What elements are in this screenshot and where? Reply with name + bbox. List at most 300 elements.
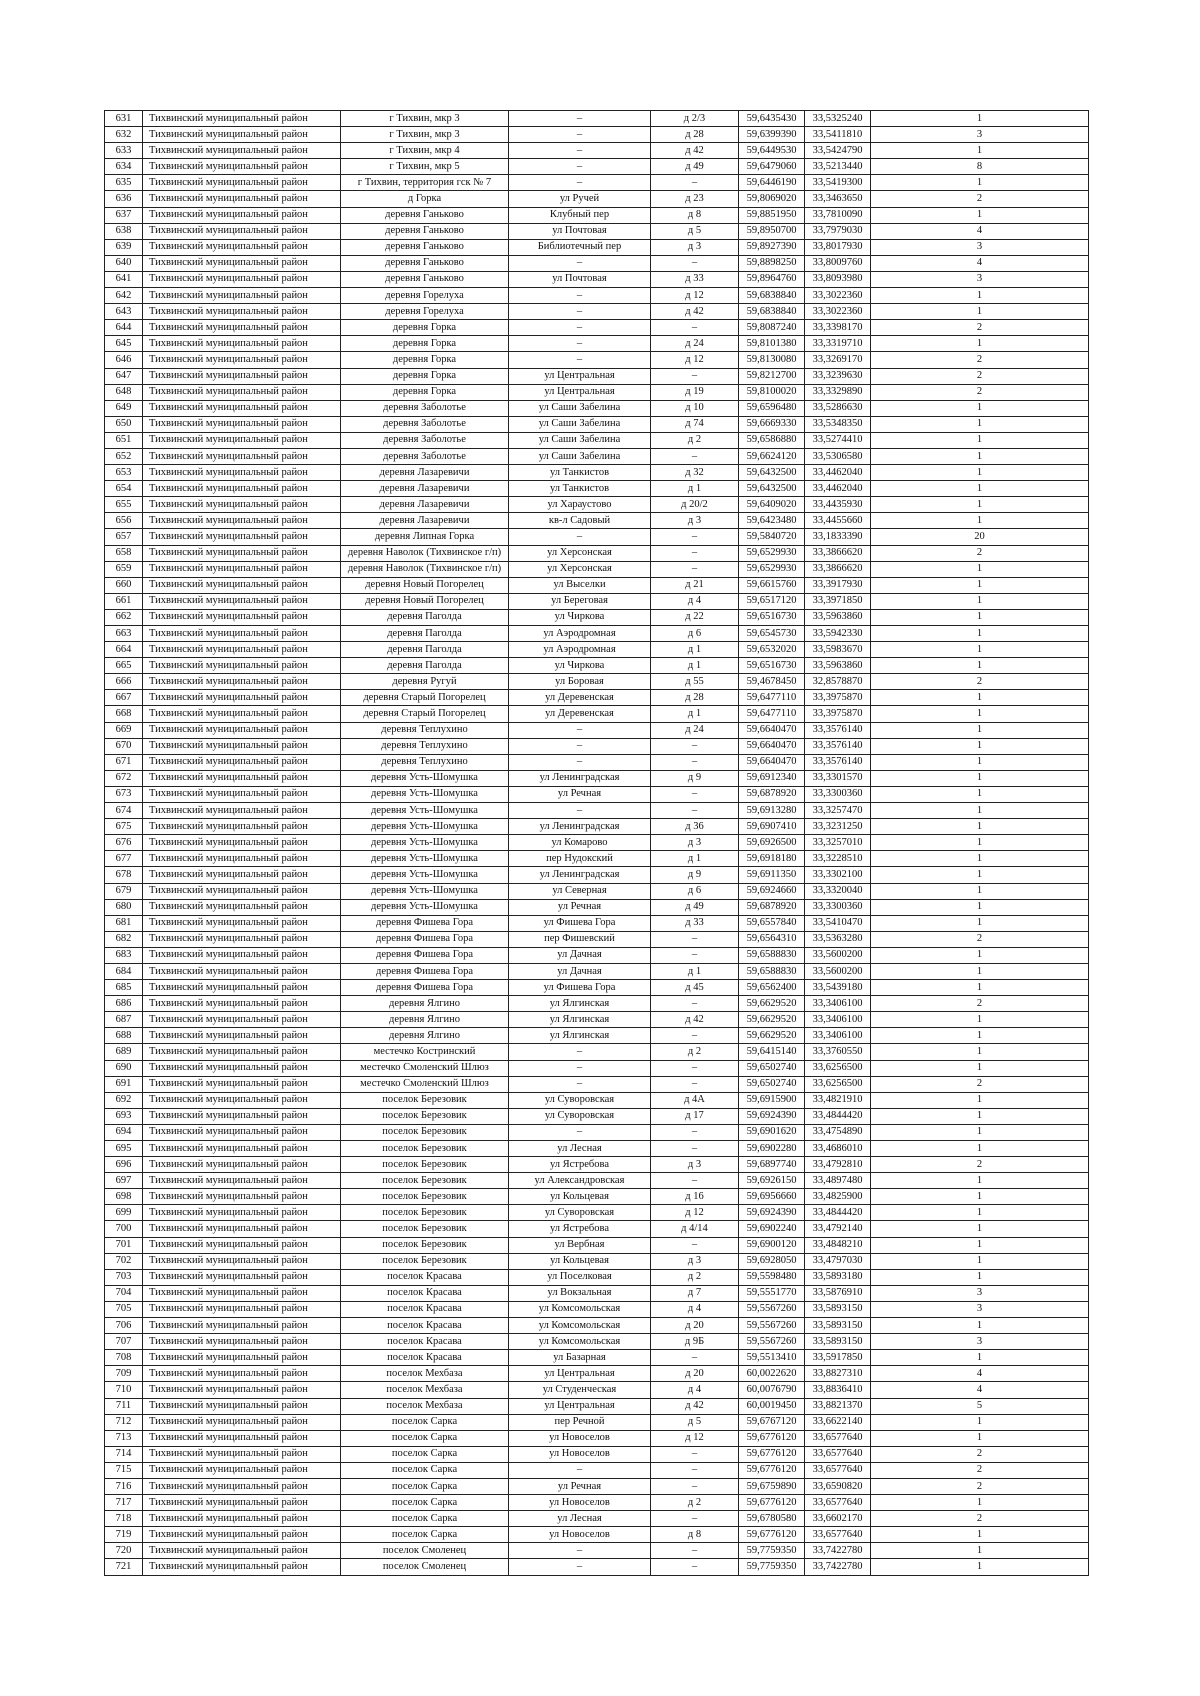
cell-locality: поселок Мехбаза <box>341 1398 509 1414</box>
cell-number: 712 <box>105 1414 143 1430</box>
cell-street: ул Речная <box>509 899 651 915</box>
cell-latitude: 59,8898250 <box>739 255 805 271</box>
cell-latitude: 59,6564310 <box>739 931 805 947</box>
cell-district: Тихвинский муниципальный район <box>143 561 341 577</box>
table-row <box>105 416 1089 432</box>
cell-district: Тихвинский муниципальный район <box>143 1318 341 1334</box>
cell-number: 699 <box>105 1205 143 1221</box>
cell-longitude: 33,3971850 <box>805 593 871 609</box>
cell-house: – <box>651 1076 739 1092</box>
cell-latitude: 59,8212700 <box>739 368 805 384</box>
cell-street: ул Саши Забелина <box>509 400 651 416</box>
cell-district: Тихвинский муниципальный район <box>143 1511 341 1527</box>
table-row <box>105 481 1089 497</box>
cell-street: ул Почтовая <box>509 223 651 239</box>
cell-latitude: 59,6516730 <box>739 658 805 674</box>
cell-district: Тихвинский муниципальный район <box>143 1366 341 1382</box>
cell-house: д 10 <box>651 400 739 416</box>
cell-house: – <box>651 786 739 802</box>
table-row <box>105 352 1089 368</box>
cell-street: ул Ялгинская <box>509 1028 651 1044</box>
cell-locality: поселок Сарка <box>341 1478 509 1494</box>
table-row <box>105 513 1089 529</box>
cell-street: ул Ленинградская <box>509 770 651 786</box>
cell-locality: деревня Наволок (Тихвинское г/п) <box>341 561 509 577</box>
table-row <box>105 658 1089 674</box>
cell-locality: деревня Липная Горка <box>341 529 509 545</box>
cell-district: Тихвинский муниципальный район <box>143 352 341 368</box>
cell-district: Тихвинский муниципальный район <box>143 1382 341 1398</box>
table-row <box>105 1430 1089 1446</box>
cell-house: д 4/14 <box>651 1221 739 1237</box>
cell-house: д 33 <box>651 271 739 287</box>
table-row <box>105 1141 1089 1157</box>
cell-district: Тихвинский муниципальный район <box>143 770 341 786</box>
cell-longitude: 33,4754890 <box>805 1124 871 1140</box>
cell-number: 637 <box>105 207 143 223</box>
cell-count: 1 <box>871 963 1089 979</box>
cell-number: 655 <box>105 497 143 513</box>
cell-number: 642 <box>105 288 143 304</box>
table-row <box>105 996 1089 1012</box>
table-row <box>105 883 1089 899</box>
table-row <box>105 1366 1089 1382</box>
table-row <box>105 915 1089 931</box>
table-row <box>105 1462 1089 1478</box>
cell-district: Тихвинский муниципальный район <box>143 963 341 979</box>
cell-house: д 45 <box>651 980 739 996</box>
cell-district: Тихвинский муниципальный район <box>143 175 341 191</box>
table-row <box>105 239 1089 255</box>
cell-longitude: 33,4825900 <box>805 1189 871 1205</box>
cell-street: ул Суворовская <box>509 1108 651 1124</box>
table-row <box>105 835 1089 851</box>
table-row <box>105 1060 1089 1076</box>
cell-district: Тихвинский муниципальный район <box>143 159 341 175</box>
table-row <box>105 1173 1089 1189</box>
cell-house: д 24 <box>651 336 739 352</box>
table-row <box>105 593 1089 609</box>
cell-longitude: 33,5942330 <box>805 626 871 642</box>
cell-street: ул Дачная <box>509 963 651 979</box>
cell-count: 2 <box>871 320 1089 336</box>
cell-number: 645 <box>105 336 143 352</box>
cell-district: Тихвинский муниципальный район <box>143 384 341 400</box>
cell-number: 649 <box>105 400 143 416</box>
cell-street: ул Деревенская <box>509 706 651 722</box>
cell-house: – <box>651 1543 739 1559</box>
cell-count: 1 <box>871 1108 1089 1124</box>
cell-longitude: 33,8836410 <box>805 1382 871 1398</box>
cell-street: ул Северная <box>509 883 651 899</box>
table-row <box>105 1382 1089 1398</box>
table-row <box>105 1221 1089 1237</box>
cell-count: 1 <box>871 1173 1089 1189</box>
cell-locality: поселок Сарка <box>341 1446 509 1462</box>
table-row <box>105 851 1089 867</box>
table-row <box>105 1285 1089 1301</box>
table-row <box>105 1543 1089 1559</box>
cell-latitude: 59,5551770 <box>739 1285 805 1301</box>
cell-number: 674 <box>105 803 143 819</box>
cell-longitude: 33,3406100 <box>805 1028 871 1044</box>
cell-count: 1 <box>871 899 1089 915</box>
table-row <box>105 448 1089 464</box>
cell-number: 721 <box>105 1559 143 1575</box>
cell-street: пер Фишевский <box>509 931 651 947</box>
cell-number: 718 <box>105 1511 143 1527</box>
cell-house: д 4 <box>651 593 739 609</box>
cell-number: 696 <box>105 1157 143 1173</box>
cell-count: 1 <box>871 867 1089 883</box>
cell-street: ул Фишева Гора <box>509 915 651 931</box>
cell-count: 4 <box>871 223 1089 239</box>
table-row <box>105 223 1089 239</box>
cell-locality: деревня Ялгино <box>341 996 509 1012</box>
cell-locality: поселок Сарка <box>341 1414 509 1430</box>
cell-number: 643 <box>105 304 143 320</box>
cell-street: – <box>509 143 651 159</box>
cell-street: – <box>509 288 651 304</box>
cell-latitude: 59,6759890 <box>739 1478 805 1494</box>
cell-street: – <box>509 159 651 175</box>
table-row <box>105 529 1089 545</box>
cell-street: – <box>509 1060 651 1076</box>
cell-number: 634 <box>105 159 143 175</box>
cell-house: д 2 <box>651 432 739 448</box>
cell-count: 1 <box>871 1350 1089 1366</box>
cell-district: Тихвинский муниципальный район <box>143 1060 341 1076</box>
cell-latitude: 59,6423480 <box>739 513 805 529</box>
cell-locality: местечко Костринский <box>341 1044 509 1060</box>
cell-district: Тихвинский муниципальный район <box>143 1157 341 1173</box>
cell-latitude: 59,6776120 <box>739 1446 805 1462</box>
cell-house: – <box>651 1237 739 1253</box>
cell-locality: деревня Усть-Шомушка <box>341 883 509 899</box>
cell-district: Тихвинский муниципальный район <box>143 465 341 481</box>
cell-street: ул Почтовая <box>509 271 651 287</box>
cell-street: Клубный пер <box>509 207 651 223</box>
cell-street: – <box>509 111 651 127</box>
cell-longitude: 33,5424790 <box>805 143 871 159</box>
cell-house: – <box>651 1028 739 1044</box>
cell-street: ул Херсонская <box>509 545 651 561</box>
cell-house: д 2 <box>651 1269 739 1285</box>
cell-locality: поселок Красава <box>341 1318 509 1334</box>
cell-street: ул Дачная <box>509 947 651 963</box>
table-row <box>105 175 1089 191</box>
cell-longitude: 33,6577640 <box>805 1446 871 1462</box>
cell-number: 691 <box>105 1076 143 1092</box>
cell-longitude: 33,7810090 <box>805 207 871 223</box>
cell-district: Тихвинский муниципальный район <box>143 1092 341 1108</box>
cell-latitude: 59,6399390 <box>739 127 805 143</box>
cell-house: д 12 <box>651 352 739 368</box>
cell-latitude: 59,6901620 <box>739 1124 805 1140</box>
cell-number: 717 <box>105 1495 143 1511</box>
cell-locality: поселок Сарка <box>341 1511 509 1527</box>
cell-latitude: 59,6640470 <box>739 722 805 738</box>
cell-district: Тихвинский муниципальный район <box>143 1221 341 1237</box>
cell-house: д 28 <box>651 127 739 143</box>
cell-house: д 36 <box>651 819 739 835</box>
cell-longitude: 33,8009760 <box>805 255 871 271</box>
cell-district: Тихвинский муниципальный район <box>143 1044 341 1060</box>
cell-locality: г Тихвин, мкр 3 <box>341 127 509 143</box>
cell-house: д 3 <box>651 1253 739 1269</box>
cell-count: 2 <box>871 1462 1089 1478</box>
cell-street: ул Ялгинская <box>509 996 651 1012</box>
cell-latitude: 59,5840720 <box>739 529 805 545</box>
cell-district: Тихвинский муниципальный район <box>143 1543 341 1559</box>
cell-longitude: 33,4848210 <box>805 1237 871 1253</box>
cell-street: ул Новоселов <box>509 1446 651 1462</box>
cell-street: – <box>509 304 651 320</box>
cell-count: 1 <box>871 593 1089 609</box>
cell-locality: деревня Старый Погорелец <box>341 690 509 706</box>
cell-longitude: 33,3320040 <box>805 883 871 899</box>
cell-house: д 9Б <box>651 1334 739 1350</box>
cell-district: Тихвинский муниципальный район <box>143 111 341 127</box>
cell-street: – <box>509 1076 651 1092</box>
cell-latitude: 59,6479060 <box>739 159 805 175</box>
cell-longitude: 33,3866620 <box>805 545 871 561</box>
cell-number: 716 <box>105 1478 143 1494</box>
cell-house: д 3 <box>651 1157 739 1173</box>
cell-street: Библиотечный пер <box>509 239 651 255</box>
cell-count: 1 <box>871 1269 1089 1285</box>
cell-street: ул Ястребова <box>509 1221 651 1237</box>
cell-count: 1 <box>871 1430 1089 1446</box>
cell-number: 650 <box>105 416 143 432</box>
cell-latitude: 59,6545730 <box>739 626 805 642</box>
cell-latitude: 59,6776120 <box>739 1462 805 1478</box>
cell-street: пер Речной <box>509 1414 651 1430</box>
cell-district: Тихвинский муниципальный район <box>143 143 341 159</box>
cell-longitude: 33,5410470 <box>805 915 871 931</box>
cell-number: 644 <box>105 320 143 336</box>
cell-count: 3 <box>871 1285 1089 1301</box>
cell-district: Тихвинский муниципальный район <box>143 1205 341 1221</box>
cell-house: – <box>651 947 739 963</box>
cell-longitude: 33,3231250 <box>805 819 871 835</box>
cell-street: ул Новоселов <box>509 1430 651 1446</box>
cell-latitude: 59,6913280 <box>739 803 805 819</box>
cell-district: Тихвинский муниципальный район <box>143 851 341 867</box>
cell-district: Тихвинский муниципальный район <box>143 1108 341 1124</box>
cell-latitude: 59,6624120 <box>739 448 805 464</box>
cell-district: Тихвинский муниципальный район <box>143 1012 341 1028</box>
cell-count: 1 <box>871 609 1089 625</box>
cell-longitude: 33,3406100 <box>805 1012 871 1028</box>
table-row <box>105 899 1089 915</box>
cell-house: – <box>651 448 739 464</box>
cell-count: 1 <box>871 1221 1089 1237</box>
cell-house: д 49 <box>651 159 739 175</box>
cell-district: Тихвинский муниципальный район <box>143 400 341 416</box>
cell-locality: поселок Мехбаза <box>341 1366 509 1382</box>
cell-locality: деревня Усть-Шомушка <box>341 803 509 819</box>
cell-district: Тихвинский муниципальный район <box>143 1285 341 1301</box>
cell-count: 1 <box>871 851 1089 867</box>
table-row <box>105 674 1089 690</box>
cell-count: 1 <box>871 819 1089 835</box>
cell-longitude: 33,5917850 <box>805 1350 871 1366</box>
table-row <box>105 320 1089 336</box>
cell-longitude: 33,8821370 <box>805 1398 871 1414</box>
cell-number: 714 <box>105 1446 143 1462</box>
cell-latitude: 59,6776120 <box>739 1495 805 1511</box>
cell-latitude: 59,6767120 <box>739 1414 805 1430</box>
cell-count: 1 <box>871 835 1089 851</box>
cell-count: 1 <box>871 690 1089 706</box>
cell-latitude: 59,8851950 <box>739 207 805 223</box>
cell-house: д 55 <box>651 674 739 690</box>
cell-house: – <box>651 175 739 191</box>
cell-house: д 8 <box>651 1527 739 1543</box>
cell-district: Тихвинский муниципальный район <box>143 577 341 593</box>
cell-count: 1 <box>871 947 1089 963</box>
cell-count: 2 <box>871 931 1089 947</box>
cell-house: – <box>651 1478 739 1494</box>
cell-house: д 1 <box>651 851 739 867</box>
cell-latitude: 59,6409020 <box>739 497 805 513</box>
cell-count: 1 <box>871 304 1089 320</box>
cell-house: д 32 <box>651 465 739 481</box>
cell-count: 1 <box>871 1414 1089 1430</box>
cell-latitude: 59,6586880 <box>739 432 805 448</box>
cell-count: 1 <box>871 1124 1089 1140</box>
cell-number: 686 <box>105 996 143 1012</box>
cell-longitude: 33,5893150 <box>805 1318 871 1334</box>
cell-street: ул Саши Забелина <box>509 432 651 448</box>
cell-street: ул Поселковая <box>509 1269 651 1285</box>
cell-locality: деревня Усть-Шомушка <box>341 770 509 786</box>
cell-latitude: 59,6902240 <box>739 1221 805 1237</box>
cell-count: 3 <box>871 271 1089 287</box>
cell-street: ул Хараустово <box>509 497 651 513</box>
cell-district: Тихвинский муниципальный район <box>143 207 341 223</box>
cell-longitude: 33,3319710 <box>805 336 871 352</box>
table-row <box>105 803 1089 819</box>
cell-district: Тихвинский муниципальный район <box>143 416 341 432</box>
cell-street: ул Фишева Гора <box>509 980 651 996</box>
cell-house: – <box>651 1511 739 1527</box>
cell-house: д 19 <box>651 384 739 400</box>
cell-latitude: 59,7759350 <box>739 1543 805 1559</box>
cell-house: – <box>651 545 739 561</box>
cell-number: 640 <box>105 255 143 271</box>
cell-street: ул Центральная <box>509 384 651 400</box>
cell-longitude: 33,7422780 <box>805 1543 871 1559</box>
cell-locality: деревня Горелуха <box>341 304 509 320</box>
cell-locality: деревня Ганьково <box>341 255 509 271</box>
cell-district: Тихвинский муниципальный район <box>143 915 341 931</box>
cell-locality: деревня Ялгино <box>341 1012 509 1028</box>
cell-count: 1 <box>871 1253 1089 1269</box>
cell-longitude: 33,1833390 <box>805 529 871 545</box>
cell-locality: деревня Теплухино <box>341 738 509 754</box>
cell-number: 680 <box>105 899 143 915</box>
cell-latitude: 59,5567260 <box>739 1318 805 1334</box>
cell-count: 1 <box>871 658 1089 674</box>
cell-count: 1 <box>871 1495 1089 1511</box>
cell-count: 3 <box>871 1301 1089 1317</box>
cell-number: 705 <box>105 1301 143 1317</box>
cell-number: 697 <box>105 1173 143 1189</box>
cell-locality: г Тихвин, мкр 3 <box>341 111 509 127</box>
cell-house: – <box>651 1350 739 1366</box>
table-row <box>105 1398 1089 1414</box>
cell-street: ул Центральная <box>509 1366 651 1382</box>
cell-longitude: 32,8578870 <box>805 674 871 690</box>
cell-district: Тихвинский муниципальный район <box>143 320 341 336</box>
cell-house: д 7 <box>651 1285 739 1301</box>
cell-street: ул Комсомольская <box>509 1318 651 1334</box>
table-row <box>105 255 1089 271</box>
cell-street: кв-л Садовый <box>509 513 651 529</box>
cell-count: 1 <box>871 288 1089 304</box>
cell-district: Тихвинский муниципальный район <box>143 239 341 255</box>
table-row <box>105 609 1089 625</box>
cell-latitude: 59,6918180 <box>739 851 805 867</box>
cell-longitude: 33,5411810 <box>805 127 871 143</box>
cell-latitude: 59,6900120 <box>739 1237 805 1253</box>
cell-district: Тихвинский муниципальный район <box>143 674 341 690</box>
table-row <box>105 1044 1089 1060</box>
cell-longitude: 33,7979030 <box>805 223 871 239</box>
cell-locality: д Горка <box>341 191 509 207</box>
cell-district: Тихвинский муниципальный район <box>143 1495 341 1511</box>
cell-number: 664 <box>105 642 143 658</box>
table-row <box>105 1495 1089 1511</box>
cell-locality: деревня Лазаревичи <box>341 497 509 513</box>
cell-longitude: 33,5274410 <box>805 432 871 448</box>
table-row <box>105 1478 1089 1494</box>
table-row <box>105 754 1089 770</box>
cell-count: 1 <box>871 448 1089 464</box>
cell-longitude: 33,3022360 <box>805 288 871 304</box>
cell-longitude: 33,3228510 <box>805 851 871 867</box>
cell-district: Тихвинский муниципальный район <box>143 1559 341 1575</box>
cell-district: Тихвинский муниципальный район <box>143 288 341 304</box>
cell-number: 669 <box>105 722 143 738</box>
cell-house: д 3 <box>651 239 739 255</box>
cell-locality: поселок Красава <box>341 1301 509 1317</box>
cell-number: 666 <box>105 674 143 690</box>
cell-district: Тихвинский муниципальный район <box>143 706 341 722</box>
cell-count: 3 <box>871 239 1089 255</box>
cell-longitude: 33,3576140 <box>805 722 871 738</box>
cell-count: 2 <box>871 674 1089 690</box>
table-row <box>105 1205 1089 1221</box>
cell-district: Тихвинский муниципальный район <box>143 690 341 706</box>
cell-locality: деревня Горка <box>341 384 509 400</box>
cell-house: д 2 <box>651 1495 739 1511</box>
cell-locality: деревня Заболотье <box>341 432 509 448</box>
cell-longitude: 33,4435930 <box>805 497 871 513</box>
cell-district: Тихвинский муниципальный район <box>143 1301 341 1317</box>
cell-longitude: 33,3866620 <box>805 561 871 577</box>
cell-latitude: 59,6838840 <box>739 304 805 320</box>
cell-latitude: 59,8964760 <box>739 271 805 287</box>
cell-street: ул Лесная <box>509 1511 651 1527</box>
cell-latitude: 59,6924660 <box>739 883 805 899</box>
cell-count: 1 <box>871 400 1089 416</box>
table-row <box>105 947 1089 963</box>
cell-district: Тихвинский муниципальный район <box>143 1028 341 1044</box>
cell-number: 693 <box>105 1108 143 1124</box>
